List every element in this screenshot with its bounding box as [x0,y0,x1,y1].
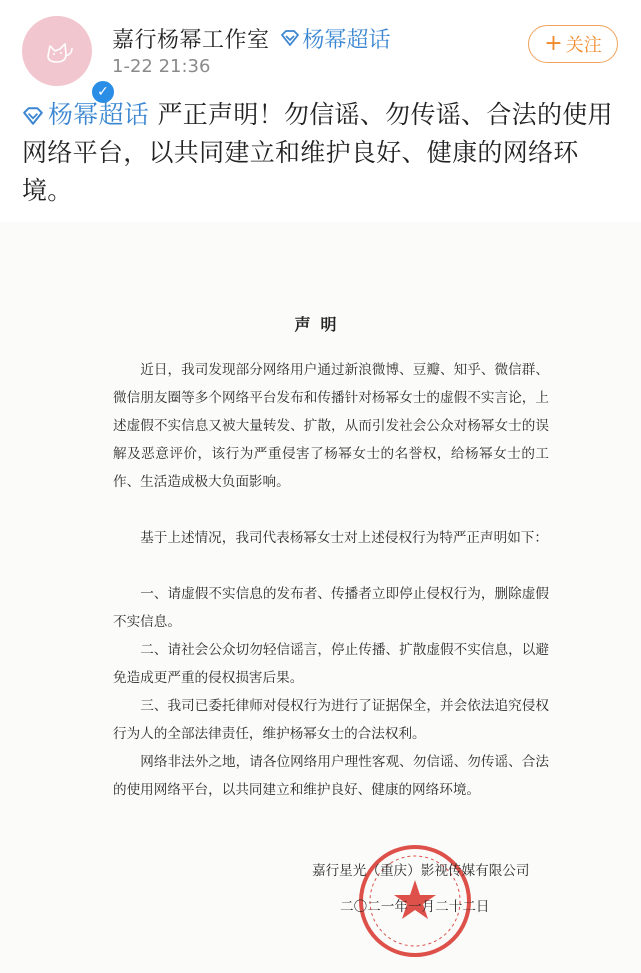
follow-button[interactable] [528,25,618,63]
signature-date: 二〇二一年一月二十二日 [340,899,490,915]
topic-tag-link[interactable] [22,100,149,129]
statement-paragraph: 二、请社会公众切勿轻信谣言，停止传播、扩散虚假不实信息，以避免造成更严重的侵权损害后果。 [113,642,549,686]
statement-paragraph: 三、我司已委托律师对侵权行为进行了证据保全，并会依法追究侵权行为人的全部法律责任，维护杨幂女士的合法权利。 [113,698,549,742]
topic-tag-label: 杨幂超话 [48,100,150,129]
statement-paragraph: 一、请虚假不实信息的发布者、传播者立即停止侵权行为，删除虚假不实信息。 [113,586,549,630]
verified-badge-icon: ✓ [90,79,116,105]
statement-image[interactable] [0,222,641,973]
plus-icon: + [544,31,563,56]
topic-link[interactable]: 杨幂超话 [302,27,391,53]
post-body: 严正声明！勿信谣、勿传谣、合法的使用网络平台，以共同建立和维护良好、健康的网络环境。 [22,100,613,205]
post-time: 1-22 21:36 [112,56,211,77]
name-line [112,20,391,56]
statement-paragraph: 基于上述情况，我司代表杨幂女士对上述侵权行为特严正声明如下： [140,530,548,546]
cat-sketch-icon [22,16,92,86]
diamond-topic-icon [280,30,300,46]
post-text [22,96,622,210]
diamond-topic-icon [22,107,44,125]
statement-paragraph: 网络非法外之地，请各位网络用户理性客观、勿信谣、勿传谣、合法的使用网络平台，以共同建立和维护良好、健康的网络环境。 [113,754,549,798]
statement-title: 声明 [294,315,347,334]
avatar[interactable] [22,16,109,100]
statement-paragraph: 近日，我司发现部分网络用户通过新浪微博、豆瓣、知乎、微信群、微信朋友圈等多个网络平台发布和传播针对杨幂女士的虚假不实言论，上述虚假不实信息又被大量转发、扩散，从而引发社会公众对杨幂女士的误解及恶意评价，该行为严重侵害了杨幂女士的名誉权，给杨幂女士的工作、生活造成极大负面影响。 [113,362,549,490]
user-name[interactable]: 嘉行杨幂工作室 [112,27,270,53]
signature-company: 嘉行星光（重庆）影视传媒有限公司 [312,863,530,879]
post-header [0,0,641,100]
follow-label: 关注 [565,35,602,56]
